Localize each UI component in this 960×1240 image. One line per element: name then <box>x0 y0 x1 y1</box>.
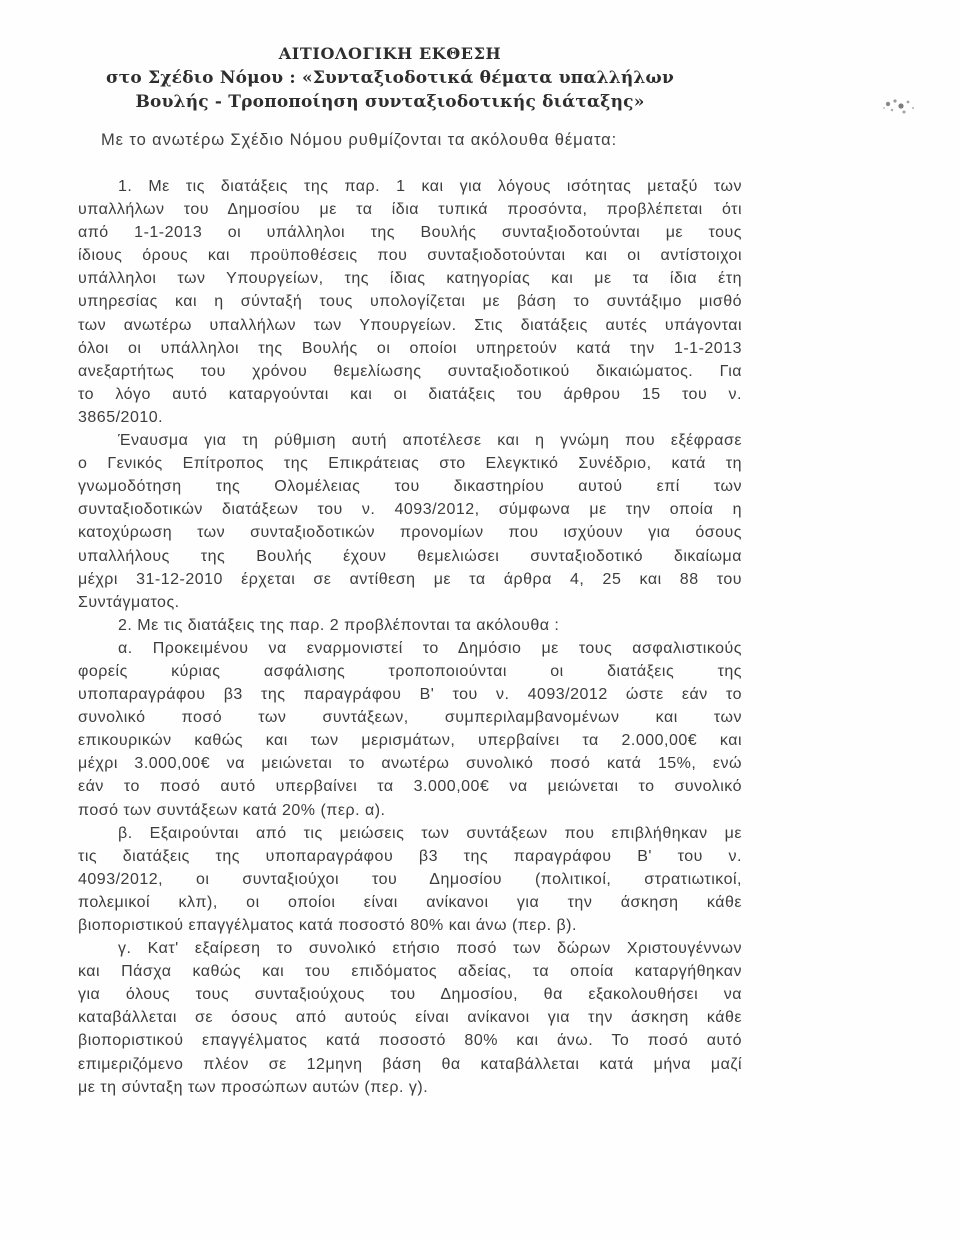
text-line: Συντάγματος. <box>78 593 180 611</box>
text-line: Έναυσμα για τη ρύθμιση αυτή αποτέλεσε και η γνώμη που εξέφρασε <box>118 432 742 450</box>
text-line: τις διατάξεις της υποπαραγράφου β3 της παραγράφου Β' του ν. <box>78 847 742 865</box>
text-line: υπηρεσίας και η σύνταξή τους υπολογίζεται με βάση το συντάξιμο μισθό <box>78 293 742 311</box>
document-body <box>78 175 742 1099</box>
text-line: β. Εξαιρούνται από τις μειώσεις των συντάξεων που επιβλήθηκαν με <box>118 824 742 842</box>
text-line: υποπαραγράφου β3 της παραγράφου Β' του ν. 4093/2012 ώστε εάν το <box>78 686 742 704</box>
document-header <box>70 42 710 114</box>
text-line: επικουρικών καθώς και των μερισμάτων, υπερβαίνει τα 2.000,00€ και <box>78 732 742 750</box>
text-line: ίδιους όρους και προϋποθέσεις που συνταξιοδοτούνται και οι αντίστοιχοι <box>78 247 742 265</box>
text-line: υπάλληλοι των Υπουργείων, της ίδιας κατηγορίας και με τα ίδια έτη <box>78 270 742 288</box>
text-line: το λόγο αυτό καταργούνται και οι διατάξεις του άρθρου 15 του ν. <box>78 385 742 403</box>
text-line: με τη σύνταξη των προσώπων αυτών (περ. γ). <box>78 1078 429 1096</box>
document-subtitle-line-2: Βουλής - Τροποποίηση συνταξιοδοτικής διάταξης» <box>135 92 645 112</box>
text-line: εάν το ποσό αυτό υπερβαίνει τα 3.000,00€ να μειώνεται το συνολικό <box>78 778 742 796</box>
text-line: ο Γενικός Επίτροπος της Επικράτειας στο Ελεγκτικό Συνέδριο, κατά τη <box>78 455 742 473</box>
text-line: υπαλλήλων του Δημοσίου με τα ίδια τυπικά προσόντα, προβλέπεται ότι <box>78 201 742 219</box>
text-line: 1. Με τις διατάξεις της παρ. 1 και για λόγους ισότητας μεταξύ των <box>118 178 742 195</box>
text-line: γ. Κατ' εξαίρεση το συνολικό ετήσιο ποσό των δώρων Χριστουγέννων <box>118 940 742 958</box>
text-line: πολεμικοί κλπ), οι οποίοι είναι ανίκανοι για την άσκηση κάθε <box>78 893 742 911</box>
text-line: συνολικό ποσό των συντάξεων, συμπεριλαμβανομένων και των <box>78 709 742 727</box>
text-line: 3865/2010. <box>78 408 164 426</box>
text-line: όλοι οι υπάλληλοι της Βουλής οι οποίοι υπηρετούν κατά την 1-1-2013 <box>78 339 742 357</box>
text-line: υπαλλήλους της Βουλής έχουν θεμελιώσει συνταξιοδοτικό δικαίωμα <box>78 547 742 565</box>
text-line: φορείς κύριας ασφάλισης τροποποιούνται οι διατάξεις της <box>78 662 742 680</box>
text-line: α. Προκειμένου να εναρμονιστεί το Δημόσιο με τους ασφαλιστικούς <box>118 639 742 657</box>
text-line: επιμεριζόμενο πλέον σε 12μηνη βάση θα καταβάλλεται κατά μήνα μαζί <box>78 1055 742 1073</box>
text-line: βιοποριστικού επαγγέλματος κατά ποσοστό 80% και άνω. Το ποσό αυτό <box>78 1032 742 1050</box>
text-line: ανεξαρτήτως του χρόνου θεμελίωσης συνταξιοδοτικού δικαιώματος. Για <box>78 362 742 380</box>
text-line: μέχρι 31-12-2010 έρχεται σε αντίθεση με τα άρθρα 4, 25 και 88 του <box>78 570 742 588</box>
document-title: ΑΙΤΙΟΛΟΓΙΚΗ ΕΚΘΕΣΗ <box>278 44 502 63</box>
text-line: από 1-1-2013 οι υπάλληλοι της Βουλής συνταξιοδοτούνται με τους <box>78 224 742 242</box>
text-line: συνταξιοδοτικών διατάξεων του ν. 4093/2012, σύμφωνα με την οποία η <box>78 501 742 519</box>
text-line: και Πάσχα καθώς και του επιδόματος αδείας, τα οποία καταργήθηκαν <box>78 963 742 981</box>
text-line: γνωμοδότηση της Ολομέλειας του δικαστηρίου αυτού επί των <box>78 478 742 496</box>
document-subtitle-line-1: στο Σχέδιο Νόμου : «Συνταξιοδοτικά θέματα υπαλλήλων <box>106 68 674 88</box>
text-line: μέχρι 3.000,00€ να μειώνεται το ανωτέρω συνολικό ποσό κατά 15%, ενώ <box>78 755 742 773</box>
text-line: κατοχύρωση των συνταξιοδοτικών προνομίων που ισχύουν για όσους <box>78 524 742 542</box>
text-line: βιοποριστικού επαγγέλματος κατά ποσοστό 80% και άνω (περ. β). <box>78 917 577 934</box>
scan-speck-mark <box>868 88 928 128</box>
text-line: καταβάλλεται σε όσους από αυτούς είναι ανίκανοι για την άσκηση κάθε <box>78 1009 742 1027</box>
text-line: 2. Με τις διατάξεις της παρ. 2 προβλέπονται τα ακόλουθα : <box>118 616 560 634</box>
text-line: 4093/2012, οι συνταξιούχοι του Δημοσίου (πολιτικοί, στρατιωτικοί, <box>78 870 742 888</box>
text-line: ποσό των συντάξεων κατά 20% (περ. α). <box>78 801 386 819</box>
text-line: για όλους τους συνταξιούχους του Δημοσίου, θα εξακολουθήσει να <box>78 986 742 1004</box>
text-line: των ανωτέρω υπαλλήλων των Υπουργείων. Στις διατάξεις αυτές υπάγονται <box>78 316 742 334</box>
intro-sentence: Με το ανωτέρω Σχέδιο Νόμου ρυθμίζονται τα ακόλουθα θέματα: <box>101 131 618 149</box>
